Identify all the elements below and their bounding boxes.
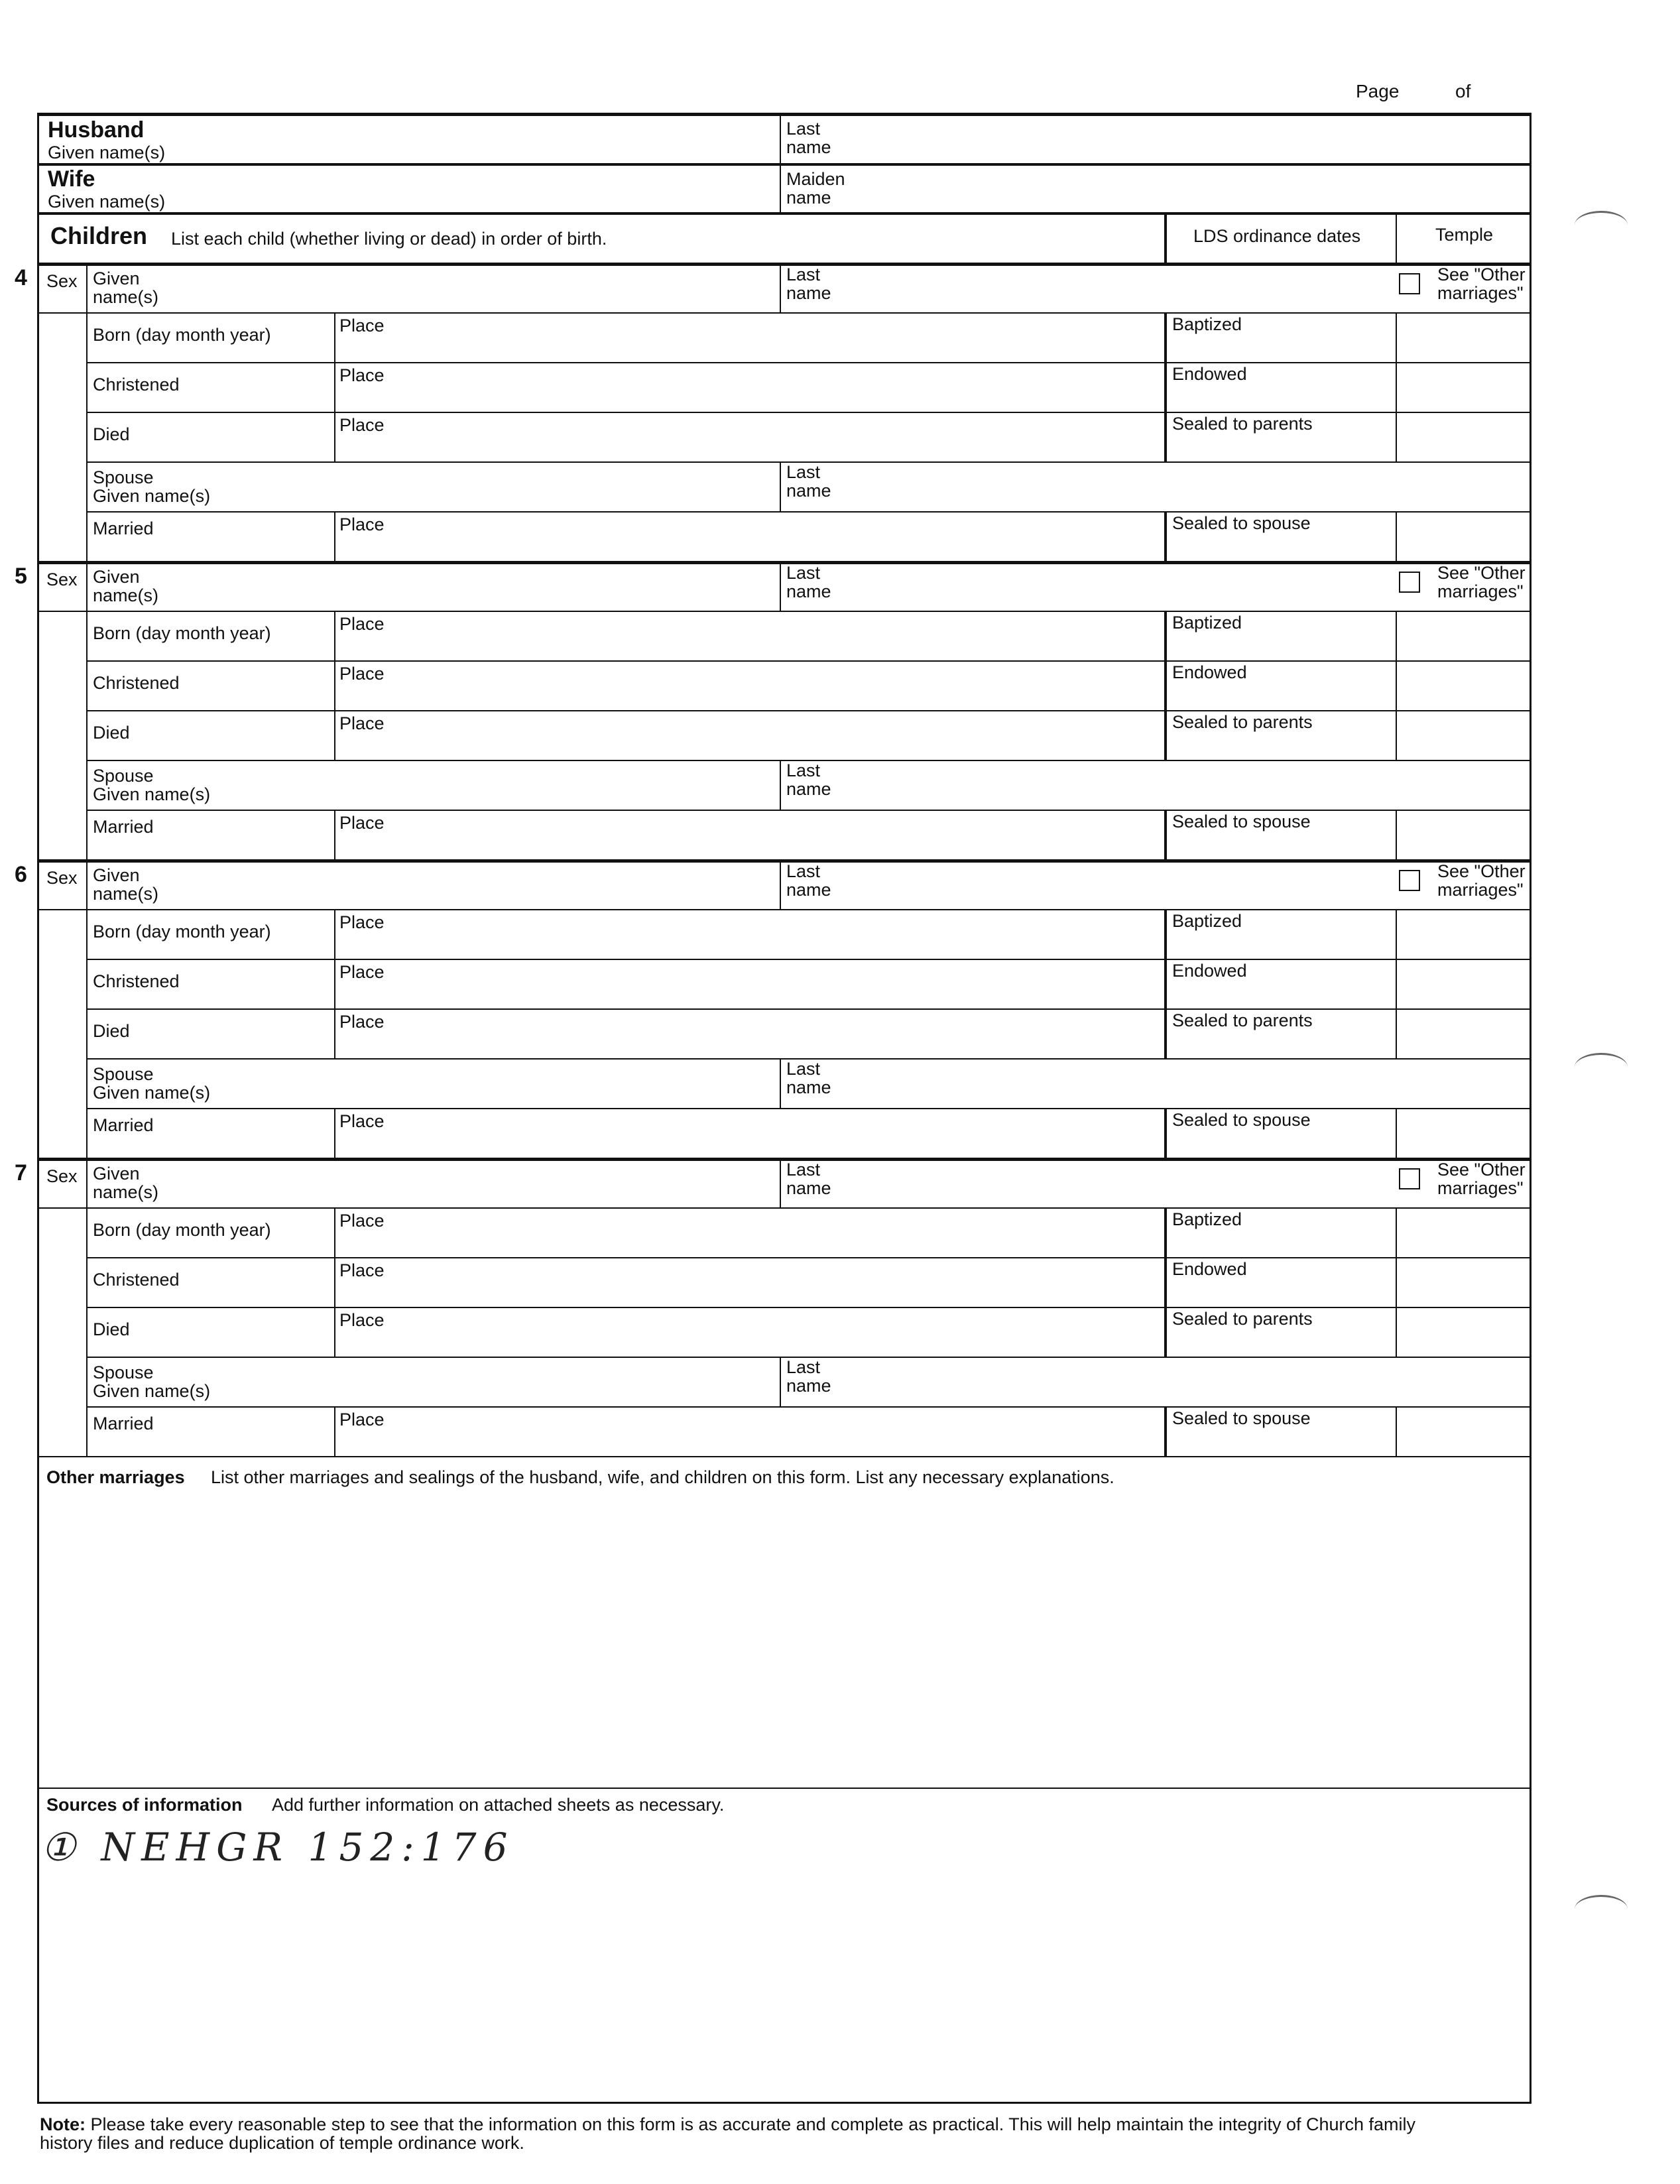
see-other-label-2: marriages" [1437, 1178, 1524, 1198]
page-label: Page [1356, 81, 1400, 101]
right-border [1530, 561, 1531, 859]
sealed_parents-temple-field[interactable] [1400, 414, 1526, 459]
other-marriages-title: Other marriages [46, 1467, 185, 1487]
sealed_parents-date-field[interactable] [1172, 434, 1391, 459]
married-place-divider [334, 1108, 335, 1158]
see-other-label-1: See "Other [1437, 563, 1526, 583]
christened-label: Christened [93, 375, 180, 394]
row-divider [86, 611, 1531, 612]
born-place-field[interactable] [338, 335, 1160, 360]
child-given-field[interactable] [172, 267, 776, 310]
baptized-label: Baptized [1172, 911, 1242, 931]
last-label-2: name [786, 283, 831, 303]
given-label-1: Given [93, 269, 140, 288]
row-divider [86, 1008, 1531, 1010]
baptized-temple-field[interactable] [1400, 315, 1526, 360]
spouse-label-2: Given name(s) [93, 784, 211, 804]
born-label: Born (day month year) [93, 623, 271, 643]
sealed-to-spouse-label: Sealed to spouse [1172, 513, 1311, 533]
row-divider [86, 909, 1531, 910]
place-label: Place [339, 1211, 385, 1231]
died-place-field[interactable] [338, 1031, 1160, 1056]
sealed-to-spouse-label: Sealed to spouse [1172, 1110, 1311, 1130]
sex-divider [86, 561, 88, 859]
endowed-date-field[interactable] [1172, 1280, 1391, 1305]
baptized-label: Baptized [1172, 1209, 1242, 1229]
child-number: 4 [15, 265, 27, 290]
married-temple-divider [1396, 1406, 1397, 1456]
row-divider [86, 1406, 1531, 1408]
husband-last-label-2: name [786, 137, 831, 157]
sources-instruction: Add further information on attached sheets as necessary. [272, 1795, 725, 1815]
ordinance-divider [1164, 909, 1167, 1058]
married-label: Married [93, 1115, 154, 1135]
last-label-1: Last [786, 265, 821, 284]
child-last-field[interactable] [855, 1162, 1386, 1205]
place-divider [334, 312, 335, 461]
spouse-last-label-2: name [786, 1376, 831, 1396]
last-label-2: name [786, 1178, 831, 1198]
spouse-divider [780, 461, 781, 511]
spouse-last-label-1: Last [786, 1059, 821, 1079]
baptized-date-field[interactable] [1172, 633, 1391, 658]
baptized-date-field[interactable] [1172, 335, 1391, 360]
married-date-field[interactable] [93, 538, 331, 558]
endowed-date-field[interactable] [1172, 385, 1391, 410]
wife-maiden-field[interactable] [855, 167, 1525, 211]
child-given-field[interactable] [172, 1162, 776, 1205]
born-place-field[interactable] [338, 932, 1160, 957]
wife-maiden-label-1: Maiden [786, 169, 845, 189]
husband-last-label-1: Last [786, 119, 821, 139]
left-border [37, 561, 39, 859]
last-label-1: Last [786, 1160, 821, 1180]
see-other-label-1: See "Other [1437, 861, 1526, 881]
spouse-label-2: Given name(s) [93, 486, 211, 506]
born-label: Born (day month year) [93, 325, 271, 345]
sex-field[interactable] [40, 1187, 85, 1205]
spouse-label-2: Given name(s) [93, 1381, 211, 1401]
child-last-field[interactable] [855, 565, 1386, 609]
temple-divider [1396, 909, 1397, 1058]
last-label-2: name [786, 880, 831, 900]
sealed-to-spouse-temple-field[interactable] [1400, 514, 1526, 559]
place-label: Place [339, 962, 385, 982]
wife-given-label: Given name(s) [48, 192, 166, 212]
spouse-last-label-2: name [786, 481, 831, 501]
endowed-temple-field[interactable] [1400, 961, 1526, 1006]
spouse-label-2: Given name(s) [93, 1083, 211, 1103]
sex-label: Sex [46, 868, 78, 888]
spouse-divider [780, 760, 781, 810]
children-title: Children [50, 222, 148, 249]
born-date-field[interactable] [93, 343, 331, 360]
child-given-field[interactable] [172, 565, 776, 609]
born-date-field[interactable] [93, 940, 331, 957]
spouse-last-label-2: name [786, 1077, 831, 1097]
given-label-1: Given [93, 1164, 140, 1183]
married-label: Married [93, 1414, 154, 1433]
sealed-to-parents-label: Sealed to parents [1172, 414, 1313, 434]
endowed-label: Endowed [1172, 364, 1247, 384]
born-label: Born (day month year) [93, 922, 271, 941]
sealed_parents-date-field[interactable] [1172, 1031, 1391, 1056]
sealed-to-spouse-date-field[interactable] [1172, 534, 1391, 559]
born-place-field[interactable] [338, 1230, 1160, 1255]
endowed-label: Endowed [1172, 1259, 1247, 1279]
sex-label: Sex [46, 1166, 78, 1186]
married-label: Married [93, 518, 154, 538]
baptized-date-field[interactable] [1172, 1230, 1391, 1255]
spouse-given-field[interactable] [239, 1062, 776, 1106]
husband-given-field[interactable] [265, 117, 776, 162]
christened-label: Christened [93, 673, 180, 693]
child-top-border [37, 859, 1531, 863]
spouse-last-field[interactable] [855, 764, 1525, 808]
given-last-divider [780, 859, 781, 909]
endowed-temple-field[interactable] [1400, 663, 1526, 708]
died-label: Died [93, 424, 130, 444]
given-label-1: Given [93, 567, 140, 587]
sealed_parents-temple-field[interactable] [1400, 1309, 1526, 1355]
married-place-field[interactable] [338, 534, 1160, 559]
sealed-to-spouse-temple-field[interactable] [1400, 1111, 1526, 1156]
sealed-to-parents-label: Sealed to parents [1172, 1010, 1313, 1030]
sex-bottom [37, 611, 88, 612]
page-of-label: of [1455, 81, 1471, 101]
married-date-field[interactable] [93, 836, 331, 856]
ordinance-divider [1164, 312, 1167, 461]
children-bottom-border [37, 1456, 1531, 1457]
sex-divider [86, 263, 88, 561]
sex-divider [86, 859, 88, 1158]
endowed-temple-field[interactable] [1400, 365, 1526, 410]
row-divider [86, 1307, 1531, 1308]
wife-given-field[interactable] [265, 167, 776, 211]
place-divider [334, 1207, 335, 1357]
row-divider [86, 412, 1531, 413]
child-number: 5 [15, 564, 27, 589]
wife-maiden-label-2: name [786, 188, 831, 208]
sex-label: Sex [46, 570, 78, 589]
sealed_parents-temple-field[interactable] [1400, 1011, 1526, 1056]
sources-handwritten-entry: ① NEHGR 152:176 [41, 1825, 514, 1870]
married-place-field[interactable] [338, 832, 1160, 857]
right-border [1530, 859, 1531, 1158]
died-place-field[interactable] [338, 434, 1160, 459]
married-date-field[interactable] [93, 1134, 331, 1154]
sources-title: Sources of information [46, 1795, 243, 1815]
husband-given-label: Given name(s) [48, 143, 166, 162]
born-date-field[interactable] [93, 641, 331, 658]
spouse-last-label-2: name [786, 779, 831, 799]
last-label-1: Last [786, 563, 821, 583]
spouse-given-field[interactable] [239, 1361, 776, 1404]
place-label: Place [339, 415, 385, 435]
sealed_parents-date-field[interactable] [1172, 1329, 1391, 1355]
christened-date-field[interactable] [93, 393, 331, 410]
sex-label: Sex [46, 271, 78, 291]
see-other-label-2: marriages" [1437, 283, 1524, 303]
ordinance-divider [1164, 1207, 1167, 1357]
sex-field[interactable] [40, 590, 85, 609]
row-divider [86, 1257, 1531, 1258]
married-place-divider [334, 1406, 335, 1456]
child-top-border [37, 263, 1531, 266]
note-title: Note: [40, 2114, 86, 2134]
spouse-label-1: Spouse [93, 1064, 154, 1084]
binder-hole-top [1575, 211, 1628, 239]
spouse-last-field[interactable] [855, 465, 1525, 509]
temple-divider [1396, 312, 1397, 461]
married-label: Married [93, 817, 154, 837]
spouse-given-field[interactable] [239, 465, 776, 509]
spouse-label-1: Spouse [93, 1363, 154, 1382]
place-label: Place [339, 1111, 385, 1131]
left-border [37, 263, 39, 561]
married-place-field[interactable] [338, 1130, 1160, 1156]
spouse-label-1: Spouse [93, 766, 154, 786]
endowed-temple-field[interactable] [1400, 1260, 1526, 1305]
right-border [1530, 1158, 1531, 1456]
temple-divider [1396, 611, 1397, 760]
spouse-divider [780, 1058, 781, 1108]
sex-bottom [37, 909, 88, 910]
married-temple-divider [1396, 1108, 1397, 1158]
sealed-to-spouse-date-field[interactable] [1172, 1130, 1391, 1156]
row-divider [86, 362, 1531, 363]
married-place-field[interactable] [338, 1429, 1160, 1454]
child-number: 6 [15, 862, 27, 887]
died-date-field[interactable] [93, 442, 331, 459]
born-label: Born (day month year) [93, 1220, 271, 1240]
place-divider [334, 611, 335, 760]
sealed-to-spouse-temple-field[interactable] [1400, 812, 1526, 857]
given-label-1: Given [93, 865, 140, 885]
given-label-2: name(s) [93, 884, 159, 904]
endowed-date-field[interactable] [1172, 981, 1391, 1006]
binder-hole-bottom [1575, 1895, 1628, 1923]
sex-divider [86, 1158, 88, 1456]
sealed-to-parents-label: Sealed to parents [1172, 1309, 1313, 1329]
wife-title: Wife [48, 166, 95, 192]
row-divider [86, 660, 1531, 662]
last-label-2: name [786, 581, 831, 601]
married-ordinance-divider [1164, 1406, 1167, 1456]
christened-place-field[interactable] [338, 683, 1160, 708]
christened-label: Christened [93, 1270, 180, 1290]
died-date-field[interactable] [93, 1039, 331, 1056]
place-divider [334, 909, 335, 1058]
row-divider [86, 810, 1531, 811]
given-last-divider [780, 263, 781, 312]
married-date-field[interactable] [93, 1433, 331, 1453]
endowed-label: Endowed [1172, 662, 1247, 682]
spouse-last-field[interactable] [855, 1361, 1525, 1404]
husband-title: Husband [48, 117, 145, 143]
married-place-divider [334, 511, 335, 561]
spouse-divider [780, 1357, 781, 1406]
sealed-to-spouse-label: Sealed to spouse [1172, 812, 1311, 831]
given-last-divider [780, 561, 781, 611]
married-ordinance-divider [1164, 810, 1167, 859]
married-temple-divider [1396, 511, 1397, 561]
sealed-to-parents-label: Sealed to parents [1172, 712, 1313, 732]
place-label: Place [339, 1012, 385, 1032]
see-other-label-2: marriages" [1437, 880, 1524, 900]
spouse-last-label-1: Last [786, 1357, 821, 1377]
died-label: Died [93, 723, 130, 743]
christened-label: Christened [93, 971, 180, 991]
place-label: Place [339, 813, 385, 833]
married-place-divider [334, 810, 335, 859]
place-label: Place [339, 912, 385, 932]
died-place-field[interactable] [338, 1329, 1160, 1355]
see-other-label-1: See "Other [1437, 1160, 1526, 1180]
baptized-date-field[interactable] [1172, 932, 1391, 957]
baptized-label: Baptized [1172, 314, 1242, 334]
child-number: 7 [15, 1160, 27, 1185]
christened-date-field[interactable] [93, 691, 331, 708]
left-border [37, 859, 39, 1158]
died-date-field[interactable] [93, 741, 331, 758]
christened-place-field[interactable] [338, 1280, 1160, 1305]
row-divider [86, 1108, 1531, 1109]
sealed_parents-temple-field[interactable] [1400, 713, 1526, 758]
row-divider [86, 710, 1531, 711]
died-label: Died [93, 1319, 130, 1339]
baptized-label: Baptized [1172, 613, 1242, 633]
binder-hole-middle [1575, 1053, 1628, 1081]
place-label: Place [339, 664, 385, 684]
sealed-to-spouse-date-field[interactable] [1172, 832, 1391, 857]
sealed-to-spouse-temple-field[interactable] [1400, 1409, 1526, 1454]
place-label: Place [339, 365, 385, 385]
place-label: Place [339, 614, 385, 634]
right-border [1530, 263, 1531, 561]
note-line-2: history files and reduce duplication of temple ordinance work. [40, 2133, 524, 2153]
spouse-last-label-1: Last [786, 462, 821, 482]
left-border [37, 1158, 39, 1456]
children-instruction: List each child (whether living or dead) in order of birth. [171, 229, 607, 249]
endowed-label: Endowed [1172, 961, 1247, 981]
row-divider [86, 511, 1531, 513]
note-text-1: Please take every reasonable step to see that the information on this form is as accurate and complete as practical. This will help maintain the integrity of Church family [90, 2114, 1416, 2134]
baptized-temple-field[interactable] [1400, 613, 1526, 658]
place-label: Place [339, 316, 385, 335]
row-divider [86, 312, 1531, 314]
born-place-field[interactable] [338, 633, 1160, 658]
sex-field[interactable] [40, 888, 85, 907]
place-label: Place [339, 713, 385, 733]
endowed-date-field[interactable] [1172, 683, 1391, 708]
died-date-field[interactable] [93, 1337, 331, 1355]
sealed-to-spouse-label: Sealed to spouse [1172, 1408, 1311, 1428]
note-line-1 [40, 2115, 1415, 2134]
sources-field[interactable] [41, 1876, 1526, 2095]
ordinance-divider [1164, 611, 1167, 760]
baptized-temple-field[interactable] [1400, 1210, 1526, 1255]
child-given-field[interactable] [172, 863, 776, 907]
child-last-field[interactable] [855, 863, 1386, 907]
see-other-marriages-checkbox[interactable] [1399, 870, 1420, 891]
married-temple-divider [1396, 810, 1397, 859]
place-label: Place [339, 515, 385, 534]
row-divider [86, 1207, 1531, 1209]
spouse-last-label-1: Last [786, 760, 821, 780]
child-top-border [37, 1158, 1531, 1161]
christened-date-field[interactable] [93, 989, 331, 1006]
spouse-label-1: Spouse [93, 467, 154, 487]
husband-last-field[interactable] [855, 117, 1525, 162]
sealed-to-spouse-date-field[interactable] [1172, 1429, 1391, 1454]
spouse-last-field[interactable] [855, 1062, 1525, 1106]
temple-divider [1396, 1207, 1397, 1357]
place-label: Place [339, 1310, 385, 1330]
spouse-given-field[interactable] [239, 764, 776, 808]
child-last-field[interactable] [855, 267, 1386, 310]
see-other-marriages-checkbox[interactable] [1399, 1168, 1420, 1189]
place-label: Place [339, 1260, 385, 1280]
last-label-1: Last [786, 861, 821, 881]
given-label-2: name(s) [93, 1182, 159, 1202]
married-ordinance-divider [1164, 511, 1167, 561]
lds-ordinance-dates-label: LDS ordinance dates [1193, 226, 1361, 246]
baptized-temple-field[interactable] [1400, 912, 1526, 957]
row-divider [86, 959, 1531, 960]
born-date-field[interactable] [93, 1238, 331, 1255]
place-label: Place [339, 1410, 385, 1429]
given-last-divider [780, 1158, 781, 1207]
sex-bottom [37, 312, 88, 314]
married-ordinance-divider [1164, 1108, 1167, 1158]
other-marriages-instruction: List other marriages and sealings of the husband, wife, and children on this form. List any necessary explanations. [211, 1467, 1114, 1487]
christened-place-field[interactable] [338, 385, 1160, 410]
see-other-marriages-checkbox[interactable] [1399, 572, 1420, 593]
christened-place-field[interactable] [338, 981, 1160, 1006]
sealed_parents-date-field[interactable] [1172, 733, 1391, 758]
died-place-field[interactable] [338, 733, 1160, 758]
sex-bottom [37, 1207, 88, 1209]
died-label: Died [93, 1021, 130, 1041]
temple-label: Temple [1435, 225, 1494, 245]
sex-field[interactable] [40, 292, 85, 310]
given-label-2: name(s) [93, 287, 159, 307]
christened-date-field[interactable] [93, 1288, 331, 1305]
given-label-2: name(s) [93, 585, 159, 605]
see-other-marriages-checkbox[interactable] [1399, 273, 1420, 294]
child-top-border [37, 561, 1531, 564]
see-other-label-1: See "Other [1437, 265, 1526, 284]
see-other-label-2: marriages" [1437, 581, 1524, 601]
other-marriages-field[interactable] [41, 1492, 1526, 1784]
